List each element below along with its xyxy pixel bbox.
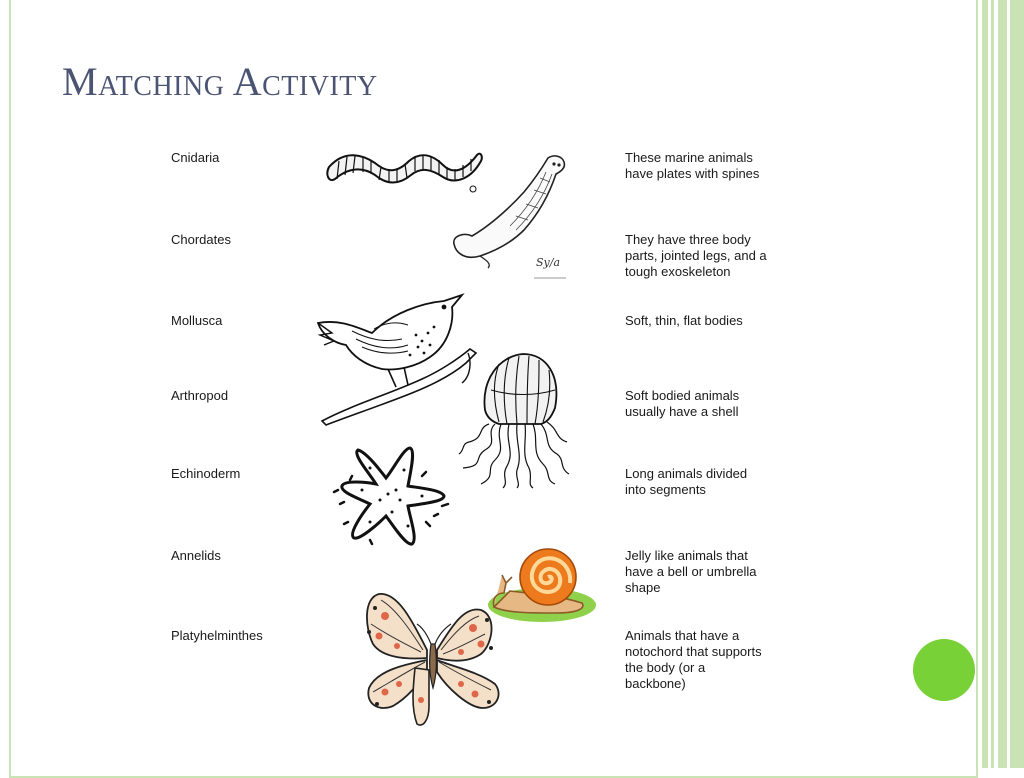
slide-title: Matching Activity — [62, 59, 378, 104]
butterfly-image — [357, 588, 507, 730]
description-text: Animals that have a notochord that supports the body (or a backbone) — [625, 628, 762, 691]
description-text: Soft bodied animals usually have a shell — [625, 388, 740, 419]
right-stripe — [1010, 0, 1024, 768]
artist-signature: Sy/a — [536, 256, 561, 269]
phylum-label: Cnidaria — [171, 150, 220, 165]
decorative-circle — [913, 639, 975, 701]
phylum-label: Platyhelminthes — [171, 628, 263, 643]
description-text: Long animals divided into segments — [625, 466, 748, 497]
jellyfish-image — [455, 350, 575, 490]
phylum-label: Echinoderm — [171, 466, 241, 481]
description-text: Soft, thin, flat bodies — [625, 313, 743, 328]
description-text: Jelly like animals that have a bell or umbrella shape — [625, 548, 757, 595]
description-text: These marine animals have plates with spines — [625, 150, 760, 181]
flatworm-image — [450, 152, 575, 287]
phylum-label: Chordates — [171, 232, 231, 247]
phylum-label: Annelids — [171, 548, 221, 563]
right-stripe — [998, 0, 1007, 768]
right-stripe — [991, 0, 994, 768]
phylum-label: Arthropod — [171, 388, 229, 403]
description-text: They have three body parts, jointed legs, and a tough exoskeleton — [625, 232, 767, 279]
starfish-image — [330, 440, 455, 550]
phylum-label: Mollusca — [171, 313, 223, 328]
right-stripe — [982, 0, 988, 768]
